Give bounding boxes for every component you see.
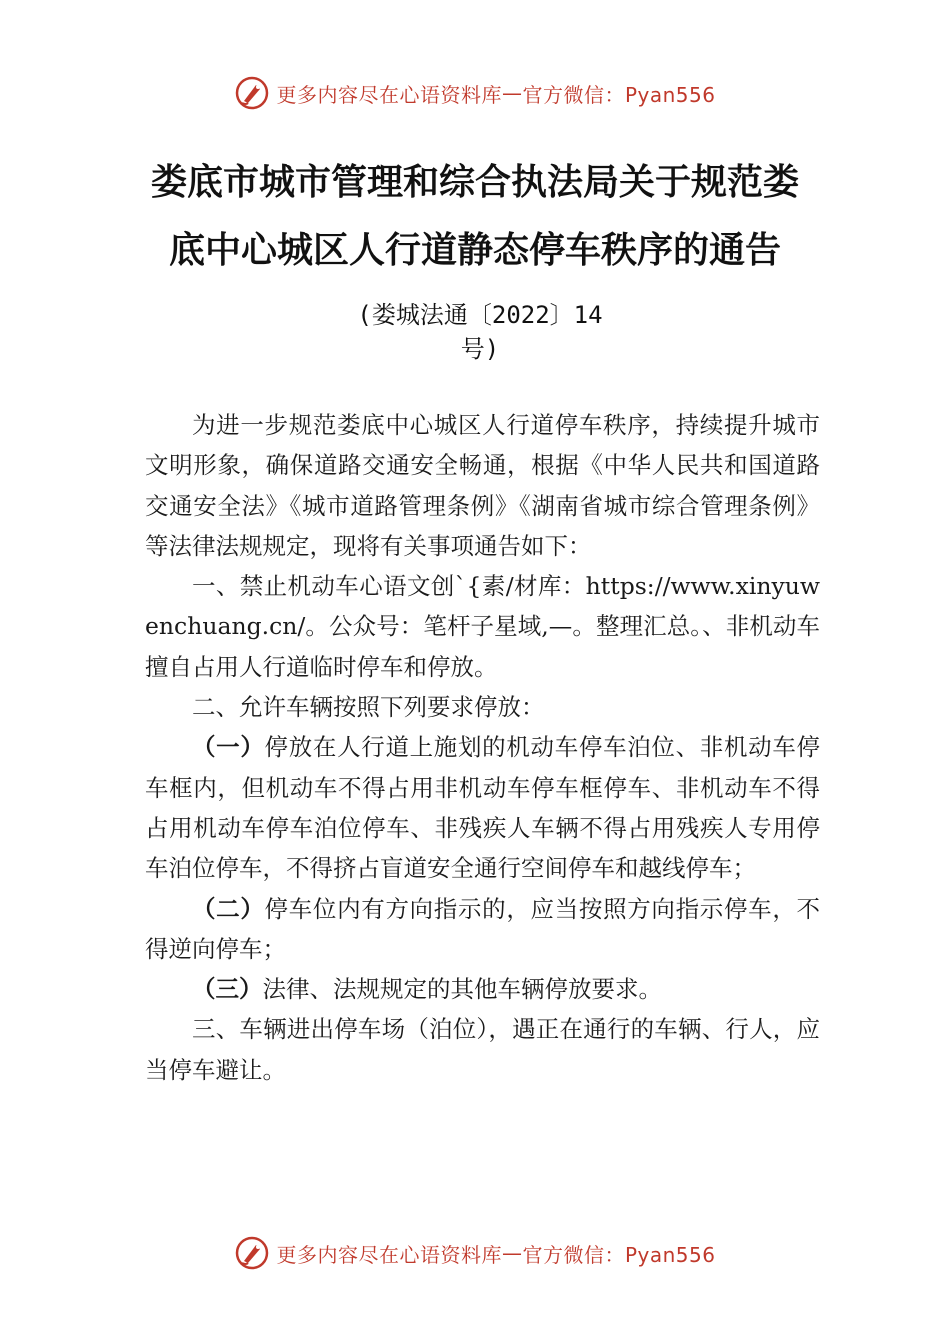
paragraph-item-2: 二、允许车辆按照下列要求停放： <box>192 693 545 722</box>
watermark-dash: — <box>501 81 523 105</box>
sub-2-text: 停车位内有方向指示的，应当按照方向指示停车，不得逆向停车； <box>145 894 821 963</box>
paragraph-item-3: 三、车辆进出停车场（泊位），遇正在通行的车辆、行人，应当停车避让。 <box>145 1015 820 1084</box>
watermark-main-text: 更多内容尽在心语资料库 <box>276 82 502 107</box>
paragraph-item-1: 一、禁止机动车心语文创`{素/材库：https://www.xinyuwenchuang.cn/。公众号：笔杆子星域,—。整理汇总。、非机动车擅自占用人行道临时停车和停放。 <box>145 572 820 681</box>
sub-3-text: 法律、法规规定的其他车辆停放要求。 <box>262 975 662 1004</box>
paragraph-sub-1 <box>145 727 820 888</box>
doc-number-line-1: (娄城法通〔2022〕14 <box>357 301 603 329</box>
document-body <box>145 405 820 1090</box>
watermark-header <box>0 73 950 113</box>
watermark-dash: — <box>501 1241 523 1265</box>
sub-1-text: 停放在人行道上施划的机动车停车泊位、非机动车停车框内，但机动车不得占用非机动车停车框停车、非机动车不得占用机动车停车泊位停车、非残疾人车辆不得占用残疾人专用停车泊位停车，不得挤占盲道安全通行空间停车和越线停车； <box>145 733 821 883</box>
watermark-contact-text: 官方微信：Pyan556 <box>522 82 716 107</box>
paragraph-intro: 为进一步规范娄底中心城区人行道停车秩序，持续提升城市文明形象，确保道路交通安全畅通，根据《中华人民共和国道路交通安全法》《城市道路管理条例》《湖南省城市综合管理条例》等法律法规规定，现将有关事项通告如下： <box>145 411 820 560</box>
document-title <box>100 148 850 284</box>
sub-3-label: （三） <box>192 975 263 1004</box>
watermark-footer <box>0 1233 950 1273</box>
title-line-1: 娄底市城市管理和综合执法局关于规范娄 <box>150 161 799 203</box>
doc-number-line-2: 号) <box>460 335 500 363</box>
pen-nib-logo-icon <box>234 75 270 111</box>
watermark-main-text: 更多内容尽在心语资料库 <box>276 1242 502 1267</box>
sub-1-label: （一） <box>192 733 265 762</box>
pen-nib-logo-icon <box>234 1235 270 1271</box>
document-number <box>340 298 620 366</box>
paragraph-sub-3 <box>145 969 820 1009</box>
paragraph-sub-2 <box>145 889 820 970</box>
watermark-contact-text: 官方微信：Pyan556 <box>522 1242 716 1267</box>
title-line-2: 底中心城区人行道静态停车秩序的通告 <box>168 229 781 271</box>
sub-2-label: （二） <box>192 894 265 923</box>
